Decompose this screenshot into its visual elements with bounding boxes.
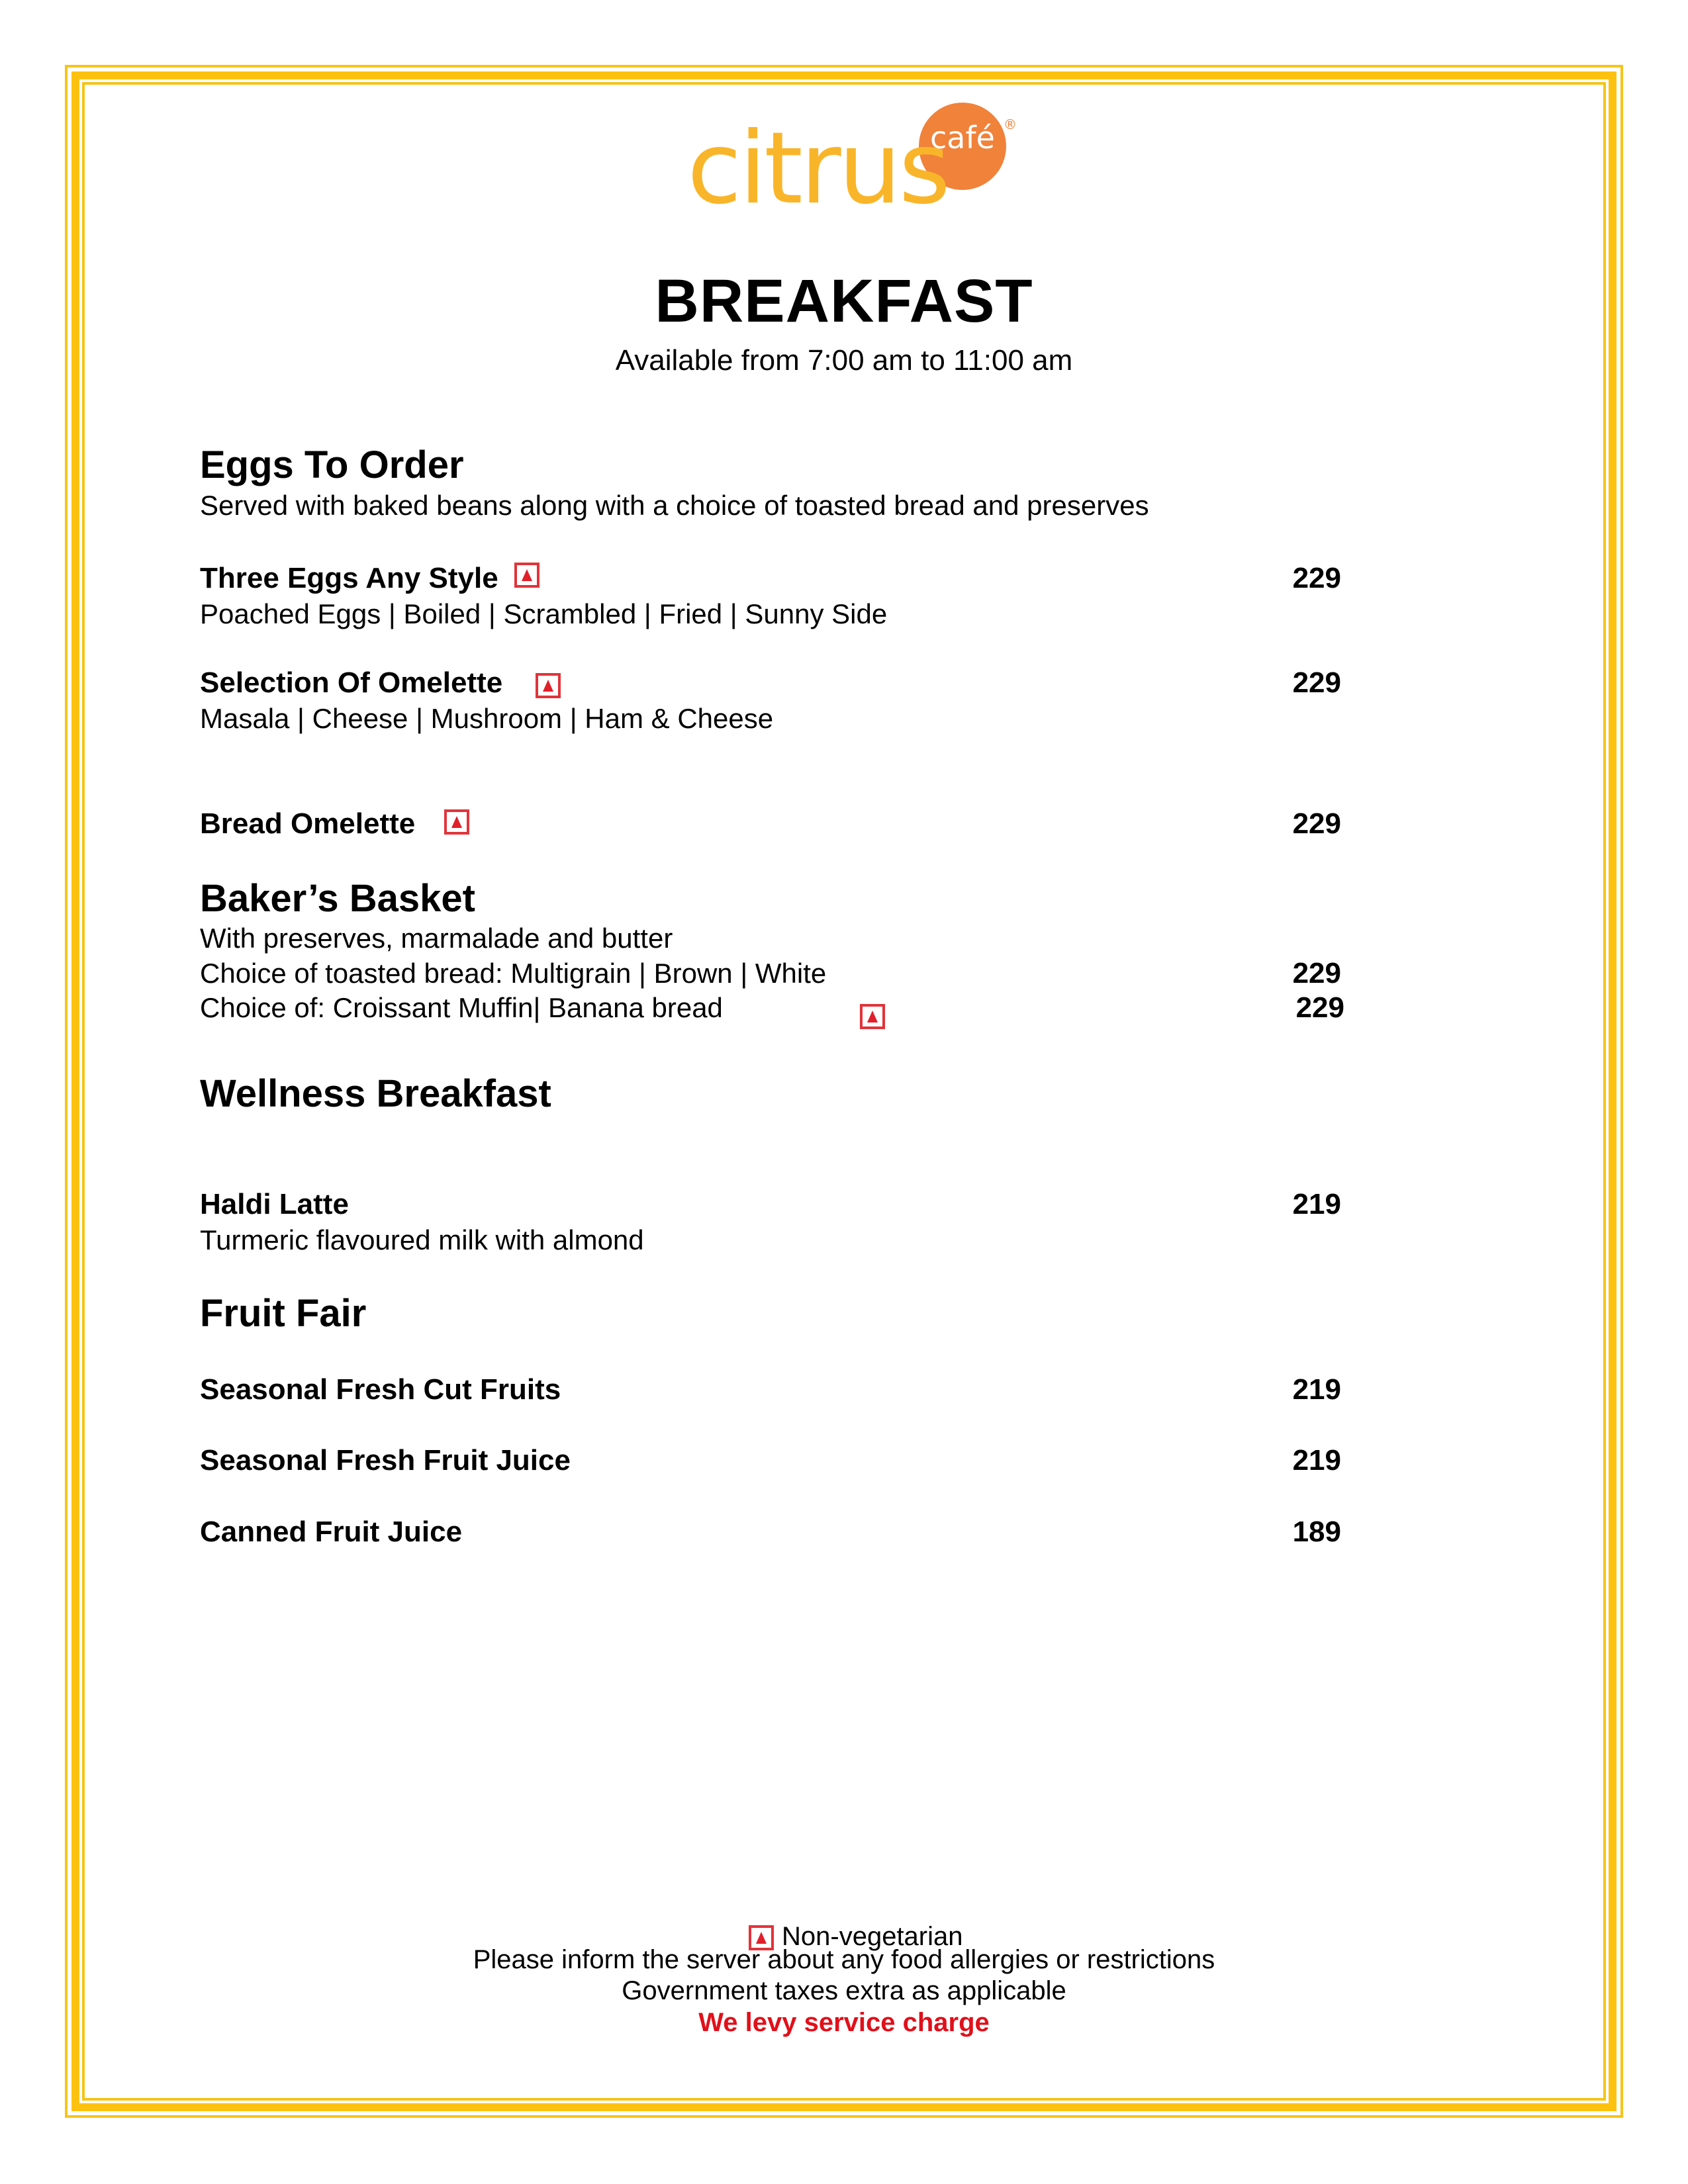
logo-wordmark: citrus	[687, 111, 948, 226]
menu-item-name: Canned Fruit Juice	[200, 1516, 463, 1548]
menu-item-price: 219	[1292, 1188, 1341, 1220]
menu-item-name: Seasonal Fresh Cut Fruits	[200, 1373, 561, 1406]
menu-item-name: Three Eggs Any Style	[200, 562, 498, 594]
section-description: With preserves, marmalade and butter	[200, 923, 673, 954]
menu-item-option: Choice of toasted bread: Multigrain | Brown | White	[200, 958, 827, 989]
nonveg-icon	[860, 1004, 885, 1029]
menu-item-description: Poached Eggs | Boiled | Scrambled | Fried | Sunny Side	[200, 598, 888, 629]
service-charge-note: We levy service charge	[698, 2008, 990, 2037]
availability-hours: Available from 7:00 am to 11:00 am	[615, 344, 1073, 377]
section-title-eggs-to-order: Eggs To Order	[200, 443, 464, 486]
menu-item-description: Masala | Cheese | Mushroom | Ham & Cheese	[200, 703, 774, 734]
menu-item-name: Bread Omelette	[200, 807, 416, 840]
menu-item-description: Turmeric flavoured milk with almond	[200, 1224, 644, 1255]
menu-item-price: 219	[1292, 1444, 1341, 1477]
nonveg-icon	[444, 809, 469, 835]
tax-note: Government taxes extra as applicable	[622, 1976, 1066, 2005]
citrus-cafe-logo	[682, 99, 1017, 226]
menu-item-price: 229	[1292, 562, 1341, 594]
menu-item-price: 219	[1292, 1373, 1341, 1406]
menu-item-price: 229	[1295, 991, 1344, 1024]
section-title-wellness-breakfast: Wellness Breakfast	[200, 1072, 551, 1115]
nonveg-icon	[514, 563, 539, 588]
menu-item-price: 229	[1292, 807, 1341, 840]
menu-item-name: Seasonal Fresh Fruit Juice	[200, 1444, 571, 1477]
menu-item-name: Selection Of Omelette	[200, 666, 503, 699]
section-description: Served with baked beans along with a choice of toasted bread and preserves	[200, 490, 1149, 521]
allergy-note: Please inform the server about any food allergies or restrictions	[473, 1945, 1215, 1974]
registered-mark: ®	[1004, 116, 1017, 132]
menu-item-option: Choice of: Croissant Muffin| Banana bread	[200, 992, 723, 1023]
page-title: BREAKFAST	[655, 267, 1033, 335]
legend-label: Non-vegetarian	[782, 1922, 963, 1951]
logo-badge-text: café	[930, 120, 995, 156]
menu-item-price: 229	[1292, 666, 1341, 699]
menu-item-price: 189	[1292, 1516, 1341, 1548]
nonveg-icon	[536, 673, 561, 698]
section-title-bakers-basket: Baker’s Basket	[200, 877, 475, 920]
menu-item-price: 229	[1292, 957, 1341, 989]
menu-item-name: Haldi Latte	[200, 1188, 349, 1220]
section-title-fruit-fair: Fruit Fair	[200, 1292, 367, 1335]
